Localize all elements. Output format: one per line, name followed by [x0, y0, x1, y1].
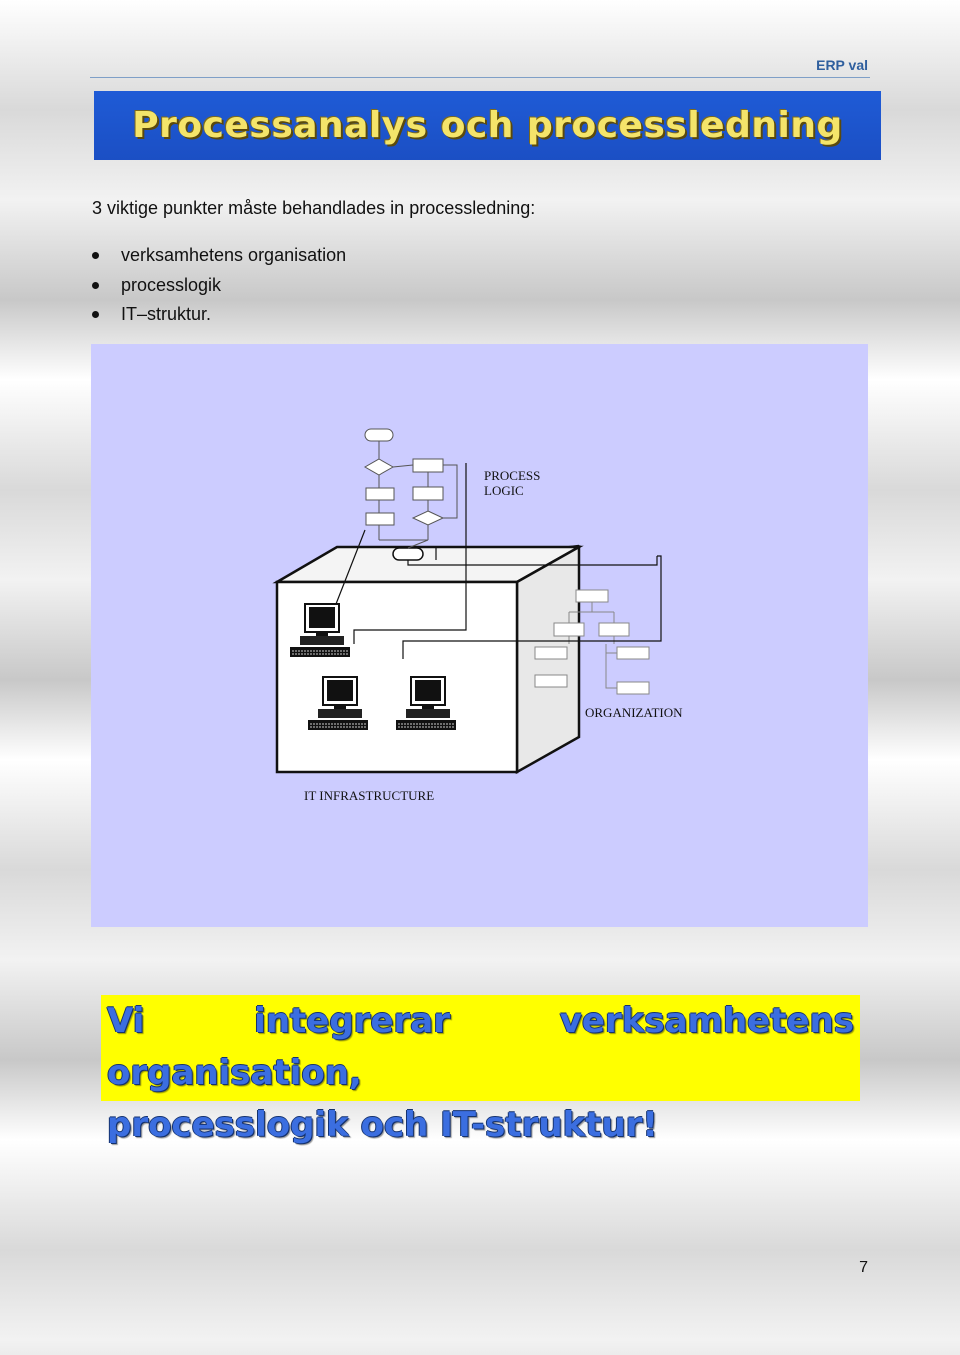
process-logic-label: PROCESS: [484, 468, 541, 483]
list-item: [92, 273, 346, 303]
it-infrastructure-label: IT INFRASTRUCTURE: [304, 788, 435, 803]
title-banner: [94, 91, 881, 160]
list-item-text: verksamhetens organisation: [121, 245, 347, 265]
flowchart: [365, 429, 457, 560]
organization-label: ORGANIZATION: [585, 705, 683, 720]
list-item: [92, 302, 346, 332]
process-diagram: [91, 344, 868, 927]
intro-text: 3 viktige punkter måste behandlades in processledning:: [92, 198, 536, 218]
bullet-icon: [92, 282, 99, 289]
slogan-box: [101, 995, 860, 1145]
title-banner-text: Processanalys och processledning: [132, 105, 843, 146]
list-item-text: processlogik: [121, 274, 222, 295]
header-rule: [90, 77, 870, 78]
bullet-list: [92, 243, 346, 332]
bullet-icon: [92, 252, 99, 259]
page-number: 7: [859, 1259, 868, 1276]
bullet-icon: [92, 311, 99, 318]
header-label: ERP val: [816, 57, 868, 73]
slogan-line-1: Vi integrerar verksamhetens organisation,: [107, 1001, 854, 1093]
slogan-line-2: processlogik och IT-struktur!: [107, 1105, 658, 1145]
list-item-text: IT–struktur.: [121, 304, 212, 324]
list-item: [92, 243, 346, 273]
process-diagram-svg: [91, 344, 868, 927]
process-logic-label: LOGIC: [484, 483, 524, 498]
